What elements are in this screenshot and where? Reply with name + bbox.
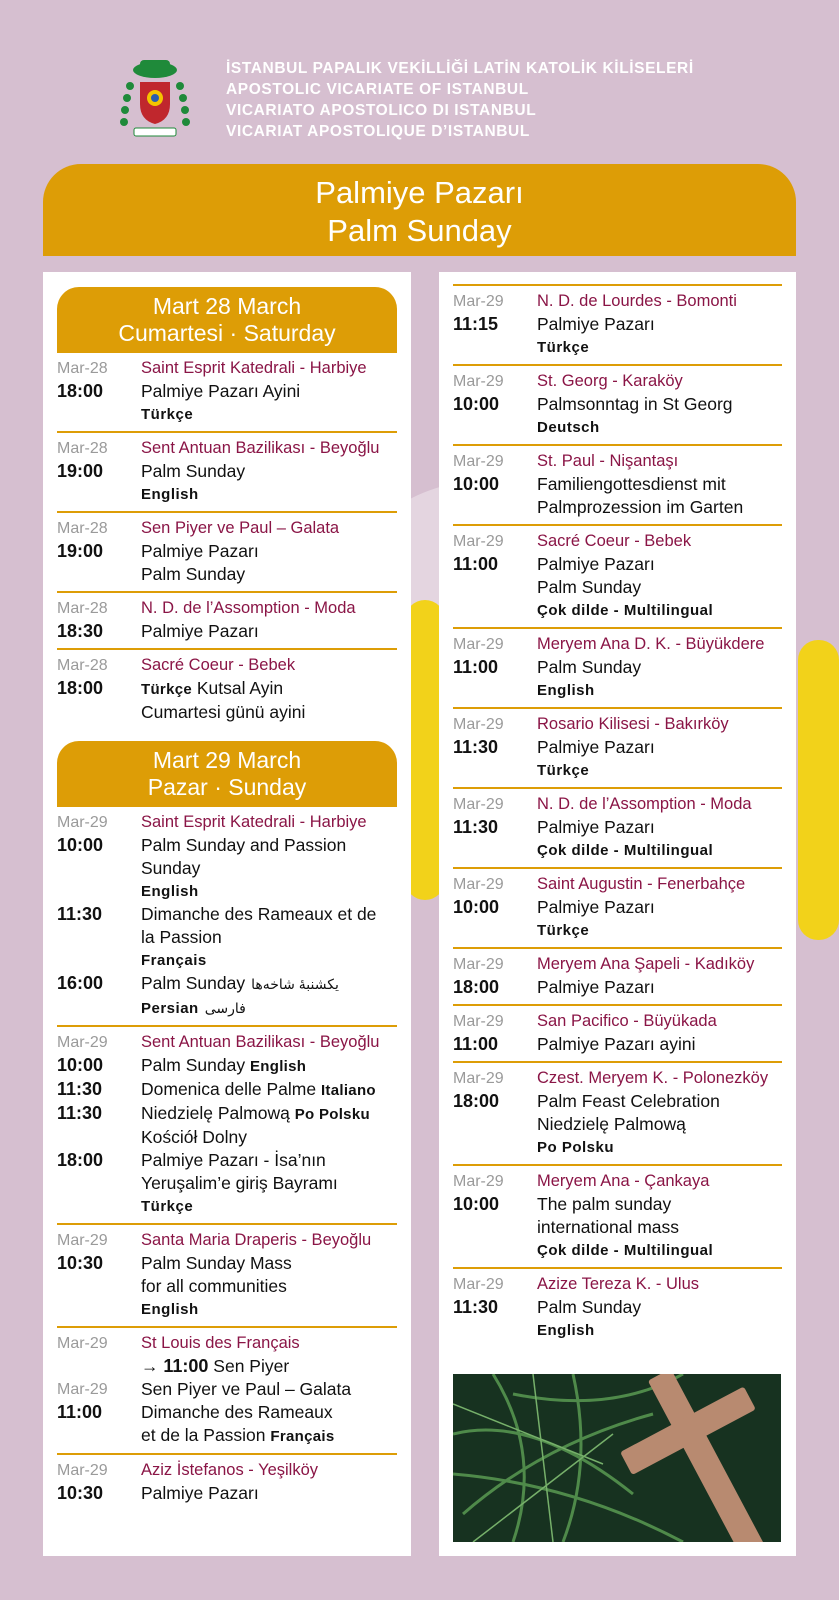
service-description: Palmiye Pazarı: [537, 554, 655, 574]
service-description: Palm Sunday: [141, 1055, 246, 1075]
service-block: [453, 627, 782, 707]
service-description: Sunday: [141, 858, 201, 878]
church-name: Meryem Ana D. K. - Büyükdere: [537, 635, 765, 653]
church-name: N. D. de l’Assomption - Moda: [141, 599, 356, 617]
service-description: et de la Passion: [141, 1425, 266, 1445]
service-date: Mar-29: [453, 876, 504, 893]
service-date: Mar-29: [453, 453, 504, 470]
service-description: Familiengottesdienst mit: [537, 474, 726, 494]
service-description: The palm sunday: [537, 1194, 672, 1214]
service-time: 11:30: [453, 817, 499, 837]
title-english: Palm Sunday: [327, 213, 512, 248]
church-name: Saint Esprit Katedrali - Harbiye: [141, 813, 367, 831]
service-date: Mar-28: [57, 520, 108, 537]
service-time: 11:15: [453, 314, 499, 334]
service-description: for all communities: [141, 1276, 287, 1296]
service-time: 11:30: [453, 1297, 499, 1317]
church-name: Sen Piyer ve Paul – Galata: [141, 519, 340, 537]
palm-leaves-and-cross-photo: [453, 1374, 781, 1542]
church-name: Meryem Ana Şapeli - Kadıköy: [537, 955, 755, 973]
service-description: Palmiye Pazarı: [537, 817, 655, 837]
church-name: Santa Maria Draperis - Beyoğlu: [141, 1231, 372, 1249]
church-name: Aziz İstefanos - Yeşilköy: [141, 1461, 319, 1479]
service-language: Deutsch: [537, 419, 600, 436]
service-date: Mar-29: [453, 716, 504, 733]
service-description: Palmiye Pazarı: [141, 1483, 259, 1503]
service-date: Mar-29: [453, 956, 504, 973]
service-description: Palm Sunday and Passion: [141, 835, 347, 855]
service-language: English: [141, 486, 199, 503]
service-block: [57, 805, 397, 1025]
service-date: Mar-29: [453, 373, 504, 390]
service-language: Türkçe: [537, 922, 590, 939]
church-name: Saint Augustin - Fenerbahçe: [537, 875, 746, 893]
service-date: Mar-29: [453, 533, 504, 550]
service-time: 18:00: [453, 977, 500, 997]
service-time: 10:00: [453, 474, 500, 494]
service-date: Mar-29: [57, 1034, 108, 1051]
service-date: Mar-28: [57, 600, 108, 617]
service-block: [453, 787, 782, 867]
service-block: [453, 947, 782, 1004]
service-description: Kościół Dolny: [141, 1127, 248, 1147]
organization-names: [226, 58, 694, 142]
service-block: [57, 1025, 397, 1223]
service-time: 18:00: [57, 381, 104, 401]
title-banner: [43, 164, 796, 256]
service-time: 10:00: [453, 394, 500, 414]
service-date: Mar-29: [453, 1070, 504, 1087]
org-name-turkish: İSTANBUL PAPALIK VEKİLLİĞİ LATİN KATOLİK KİLİSELERİ: [226, 60, 694, 77]
service-block: [57, 1223, 397, 1326]
service-description: Dimanche des Rameaux: [141, 1402, 333, 1422]
service-time: 10:00: [453, 897, 500, 917]
service-description: Palmiye Pazarı Ayini: [141, 381, 301, 401]
left-column: [43, 272, 411, 1556]
service-block: [57, 511, 397, 591]
service-date: Mar-28: [57, 360, 108, 377]
day-header-line: Mart 29 March: [152, 747, 302, 773]
service-language: Türkçe: [537, 339, 590, 356]
header: [120, 54, 760, 144]
service-description: Palmsonntag in St Georg: [537, 394, 733, 414]
day-header-line: Cumartesi · Saturday: [118, 320, 336, 346]
service-time: 10:00: [57, 835, 104, 855]
church-name: Sent Antuan Bazilikası - Beyoğlu: [141, 439, 380, 457]
service-date: Mar-29: [57, 1381, 108, 1398]
day-header-saturday: [57, 287, 397, 351]
service-description: Palmiye Pazarı: [537, 897, 655, 917]
day-header-sunday: [57, 741, 397, 805]
service-block: [57, 351, 397, 431]
service-block: [453, 524, 782, 627]
org-name-english: APOSTOLIC VICARIATE OF ISTANBUL: [226, 81, 529, 98]
service-time: 19:00: [57, 461, 104, 481]
service-language: English: [537, 1322, 595, 1339]
service-language: Türkçe: [537, 762, 590, 779]
service-time: 11:00: [453, 554, 499, 574]
service-block: [57, 591, 397, 648]
church-name: St Louis des Français: [141, 1334, 300, 1352]
service-time: 11:00: [57, 1402, 103, 1422]
church-name: N. D. de l’Assomption - Moda: [537, 795, 752, 813]
service-time: 11:30: [57, 1079, 103, 1099]
church-name: Rosario Kilisesi - Bakırköy: [537, 715, 729, 733]
service-description: Palm Sunday: [141, 461, 246, 481]
service-time: 16:00: [57, 973, 104, 993]
service-time: 18:00: [57, 1150, 104, 1170]
service-time: 19:00: [57, 541, 104, 561]
service-time: 10:30: [57, 1483, 104, 1503]
service-block: [453, 867, 782, 947]
service-description: Dimanche des Rameaux et de: [141, 904, 377, 924]
service-description: Palmiye Pazarı: [141, 621, 259, 641]
church-name: St. Georg - Karaköy: [537, 372, 683, 390]
service-language: Persian: [141, 1000, 199, 1017]
service-time: 18:30: [57, 621, 104, 641]
service-description: Palmprozession im Garten: [537, 497, 744, 517]
service-description: Kutsal Ayin: [196, 678, 284, 698]
service-language: Po Polsku: [537, 1139, 615, 1156]
mimosa-flower: [798, 640, 839, 940]
service-date: Mar-29: [453, 1276, 504, 1293]
service-date: Mar-29: [57, 1462, 108, 1479]
service-time: 11:30: [57, 1103, 103, 1123]
service-language: English: [537, 682, 595, 699]
service-language: Italiano: [320, 1082, 376, 1099]
service-description: Palmiye Pazarı: [537, 314, 655, 334]
service-date: Mar-29: [453, 1013, 504, 1030]
service-block: [453, 707, 782, 787]
service-description: Yeruşalim’e giriş Bayramı: [141, 1173, 338, 1193]
service-date: Mar-29: [453, 1173, 504, 1190]
service-description: Palmiye Pazarı: [537, 977, 655, 997]
service-block: [57, 1453, 397, 1510]
persian-language: فارسی: [204, 1000, 246, 1016]
church-name: Azize Tereza K. - Ulus: [537, 1275, 700, 1293]
service-description: Palmiye Pazarı ayini: [537, 1034, 696, 1054]
photo-illustration: [453, 1374, 781, 1542]
service-description: la Passion: [141, 927, 222, 947]
arrow-icon: →: [141, 1356, 159, 1376]
service-time: 18:00: [57, 678, 104, 698]
service-date: Mar-28: [57, 657, 108, 674]
service-description: Palm Sunday Mass: [141, 1253, 292, 1273]
church-name: Meryem Ana - Çankaya: [537, 1172, 710, 1190]
church-name: Sacré Coeur - Bebek: [141, 656, 296, 674]
title-turkish: Palmiye Pazarı: [315, 175, 524, 210]
service-time: 11:30: [453, 737, 499, 757]
service-time: 10:30: [57, 1253, 104, 1273]
service-description: Palmiye Pazarı: [537, 737, 655, 757]
service-description: Palm Sunday: [537, 1297, 642, 1317]
service-date: Mar-29: [453, 796, 504, 813]
service-time: 10:00: [453, 1194, 500, 1214]
service-date: Mar-29: [453, 636, 504, 653]
service-date: Mar-29: [453, 293, 504, 310]
service-block: [453, 444, 782, 524]
service-block: [453, 1004, 782, 1061]
service-date: Mar-29: [57, 1232, 108, 1249]
service-description: Palm Sunday: [537, 577, 642, 597]
service-block: [453, 364, 782, 444]
day-header-line: Mart 28 March: [152, 293, 302, 319]
church-name: N. D. de Lourdes - Bomonti: [537, 292, 737, 310]
service-description: Niedzielę Palmową: [141, 1103, 290, 1123]
service-description: Palmiye Pazarı: [141, 541, 259, 561]
coat-of-arms-icon: [120, 54, 190, 140]
service-description: Sen Piyer ve Paul – Galata: [141, 1379, 352, 1399]
right-column: [439, 272, 796, 1556]
service-description: Palm Sunday: [141, 564, 246, 584]
service-language: Çok dilde - Multilingual: [537, 1242, 714, 1259]
service-description: Palmiye Pazarı - İsa’nın: [141, 1150, 326, 1170]
service-language: Français: [141, 952, 207, 969]
service-block: [57, 1326, 397, 1453]
service-language: Türkçe: [141, 406, 194, 423]
org-name-french: VICARIAT APOSTOLIQUE D’ISTANBUL: [226, 123, 530, 140]
service-block: [453, 1164, 782, 1267]
service-description: international mass: [537, 1217, 680, 1237]
service-time: 11:30: [57, 904, 103, 924]
service-language: Po Polsku: [294, 1106, 370, 1123]
church-name: St. Paul - Nişantaşı: [537, 452, 679, 470]
service-block: [57, 648, 397, 729]
service-language: English: [249, 1058, 307, 1075]
church-name: Czest. Meryem K. - Polonezköy: [537, 1069, 769, 1087]
service-time: 11:00: [163, 1356, 209, 1376]
service-description: Niedzielę Palmową: [537, 1114, 686, 1134]
service-description: Domenica delle Palme: [141, 1079, 317, 1099]
service-time: 18:00: [453, 1091, 500, 1111]
service-language: English: [141, 883, 199, 900]
church-name: San Pacifico - Büyükada: [537, 1012, 717, 1030]
service-date: Mar-28: [57, 440, 108, 457]
persian-text: یکشنبهٔ شاخه‌ها: [251, 976, 339, 992]
service-language: Français: [270, 1428, 335, 1445]
service-block: [453, 1061, 782, 1164]
service-block: [453, 284, 782, 364]
service-description: Cumartesi günü ayini: [141, 702, 306, 722]
service-description: Palm Sunday: [141, 973, 246, 993]
church-name: Sacré Coeur - Bebek: [537, 532, 692, 550]
service-time: 11:00: [453, 657, 499, 677]
service-date: Mar-29: [57, 1335, 108, 1352]
service-description: Palm Sunday: [537, 657, 642, 677]
service-block: [57, 431, 397, 511]
church-name: Saint Esprit Katedrali - Harbiye: [141, 359, 367, 377]
org-name-italian: VICARIATO APOSTOLICO DI ISTANBUL: [226, 102, 537, 119]
service-time: 10:00: [57, 1055, 104, 1075]
service-description: Sen Piyer: [213, 1356, 290, 1376]
service-date: Mar-29: [57, 814, 108, 831]
service-block: [453, 1267, 782, 1347]
service-time: 11:00: [453, 1034, 499, 1054]
service-language: Çok dilde - Multilingual: [537, 842, 714, 859]
day-header-line: Pazar · Sunday: [147, 774, 307, 800]
service-language: Türkçe: [141, 1198, 194, 1215]
service-language: Türkçe: [141, 681, 192, 698]
service-language: Çok dilde - Multilingual: [537, 602, 714, 619]
service-language: English: [141, 1301, 199, 1318]
church-name: Sent Antuan Bazilikası - Beyoğlu: [141, 1033, 380, 1051]
service-description: Palm Feast Celebration: [537, 1091, 720, 1111]
